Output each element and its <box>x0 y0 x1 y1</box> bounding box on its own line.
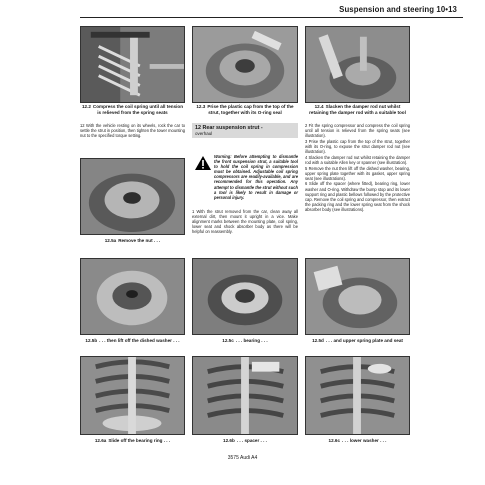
text-para-1 <box>192 209 298 235</box>
photo-12-6a <box>80 356 185 435</box>
page-title: Suspension and steering 10•13 <box>339 5 457 14</box>
page-footer: 3575 Audi A4 <box>227 455 258 461</box>
caption-text: . . . then lift off the dished washer . . . <box>99 338 180 343</box>
section-heading <box>192 123 298 138</box>
caption-number: 12.5b <box>85 338 98 343</box>
photo-12-3 <box>192 26 298 103</box>
caption-text: Prise the plastic cap from the top of the strut, together with its O-ring seal <box>207 104 294 115</box>
paragraph: 6 Slide off the spacer (where fitted), bearing ring, lower washer and O-ring. Withdraw the bump stop and its lower support ring and plastic bellows followed by the protective cap. Remove the coil spring and compressor, then extract the packing ring and the lower spring seat from the shock absorber body (see illustrations). <box>305 181 410 212</box>
caption-12-2 <box>80 104 185 115</box>
caption-number: 12.5d <box>312 338 324 343</box>
paragraph: 4 Slacken the damper rod nut whilst retaining the damper rod with a suitable Allen key or spanner (see illustration). <box>305 154 410 165</box>
caption-number: 12.6a <box>94 438 107 443</box>
caption-text: . . . spacer . . . <box>236 438 267 443</box>
photo-12-5b <box>80 258 185 335</box>
caption-number: 12.3 <box>196 104 206 109</box>
photo-12-5d <box>305 258 410 335</box>
text-para-12 <box>80 123 185 139</box>
coil-spring-compressor-image <box>81 27 184 102</box>
plastic-cap-image <box>193 27 297 102</box>
caption-text: . . . bearing . . . <box>235 338 268 343</box>
bearing-ring-image <box>81 357 184 434</box>
page-header <box>0 0 485 24</box>
photo-12-2 <box>80 26 185 103</box>
section-title: 12 Rear suspension strut - <box>195 124 263 131</box>
paragraph: 2 Fit the spring compressor and compress the coil spring until all tension is relieved from the spring seats (see illustration). <box>305 123 410 139</box>
caption-12-3 <box>192 104 298 115</box>
caption-text: Remove the nut . . . <box>118 238 161 243</box>
warning-icon <box>194 155 212 171</box>
photo-12-5c <box>192 258 298 335</box>
caption-number: 12.6c <box>328 438 341 443</box>
caption-text: . . . lower washer . . . <box>342 438 387 443</box>
caption-number: 12.4 <box>314 104 324 109</box>
caption-12-5d <box>305 338 410 344</box>
header-rule <box>80 17 463 18</box>
caption-text: Slacken the damper rod nut whilst retaining the damper rod with a suitable tool <box>309 104 406 115</box>
caption-12-6b <box>192 438 298 444</box>
caption-number: 12.5a <box>104 238 117 243</box>
photo-12-6b <box>192 356 298 435</box>
paragraph: 5 Remove the nut then lift off the dished washer, bearing, upper spring plate together with its gasket, upper spring seat (see illustrations). <box>305 165 410 181</box>
photo-12-6c <box>305 356 410 435</box>
lower-washer-image <box>306 357 409 434</box>
caption-12-4 <box>305 104 410 115</box>
caption-number: 12.2 <box>81 104 91 109</box>
caption-12-6a <box>80 438 185 444</box>
caption-text: Slide off the bearing ring . . . <box>108 438 171 443</box>
bearing-image <box>193 259 297 334</box>
caption-number: 12.5c <box>222 338 234 343</box>
paragraph: 1 With the strut removed from the car, clean away all external dirt, then mount it upright in a vice. Make alignment marks between the mounting plate, coil spring, lower seat and shock absorber body as there will be helpful on reassembly. <box>192 209 298 235</box>
text-steps-2-6 <box>305 123 410 213</box>
spacer-image <box>193 357 297 434</box>
dished-washer-image <box>81 259 184 334</box>
remove-nut-image <box>81 159 184 234</box>
damper-rod-nut-image <box>306 27 409 102</box>
paragraph: 12 With the vehicle resting on its wheels, rock the car to settle the strut in position, then tighten the tower mounting nut to the specified torque setting. <box>80 123 185 139</box>
caption-number: 12.6b <box>223 438 235 443</box>
caption-12-5a <box>80 238 185 244</box>
upper-spring-plate-image <box>306 259 409 334</box>
photo-12-5a <box>80 158 185 235</box>
caption-12-6c <box>305 438 410 444</box>
caption-text: Compress the coil spring until all tension is relieved from the spring seats <box>92 104 184 115</box>
caption-12-5b <box>80 338 185 344</box>
caption-12-5c <box>192 338 298 344</box>
paragraph: 3 Prise the plastic cap from the top of the strut, together with its O-ring, to expose the strut damper rod nut (see illustration). <box>305 138 410 155</box>
warning-text: Warning: Before attempting to dismantle the front suspension strut, a suitable tool to hold the coil spring in compression must be obtained. Adjustable coil spring compressors are readily-available, and are recommended for this operation. Any attempt to dismantle the strut without such a tool is likely to result in damage or personal injury. <box>214 154 298 200</box>
caption-text: . . . and upper spring plate and seat <box>325 338 403 343</box>
photo-12-4 <box>305 26 410 103</box>
section-subtitle: overhaul <box>195 130 213 136</box>
